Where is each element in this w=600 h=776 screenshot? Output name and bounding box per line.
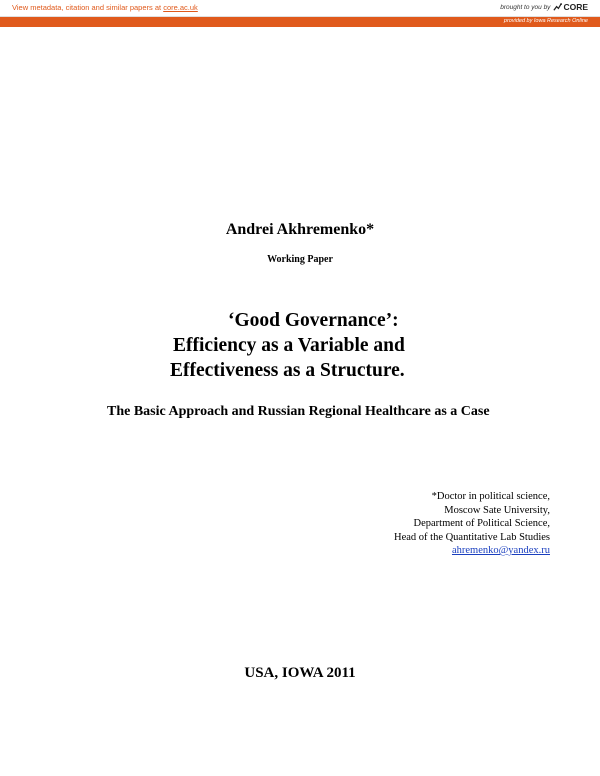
title-line-3: Effectiveness as a Structure. bbox=[170, 360, 405, 381]
affiliation-line: Moscow Sate University, bbox=[444, 504, 550, 516]
affiliation-line: Head of the Quantitative Lab Studies bbox=[394, 531, 550, 543]
paper-type: Working Paper bbox=[267, 254, 333, 265]
author-name: Andrei Akhremenko* bbox=[225, 221, 375, 238]
core-logo-icon bbox=[553, 3, 562, 12]
affiliation-line: Department of Political Science, bbox=[413, 518, 550, 529]
core-metadata-line bbox=[12, 3, 198, 12]
affiliation-line: *Doctor in political science, bbox=[431, 491, 550, 502]
place-year: USA, IOWA 2011 bbox=[244, 665, 356, 681]
subtitle: The Basic Approach and Russian Regional Healthcare as a Case bbox=[107, 404, 490, 419]
provided-by-text[interactable]: provided by Iowa Research Online bbox=[503, 18, 588, 24]
brought-to-you-text: brought to you by bbox=[500, 3, 551, 11]
core-view-text: View metadata, citation and similar papers at bbox=[12, 3, 164, 12]
title-line-1: ‘Good Governance’: bbox=[228, 310, 399, 331]
core-provided-bar bbox=[0, 17, 600, 27]
core-brought-by[interactable] bbox=[500, 2, 588, 12]
core-logo[interactable] bbox=[553, 2, 588, 12]
core-label: CORE bbox=[563, 2, 588, 12]
author-affiliation bbox=[394, 490, 550, 558]
title-line-2: Efficiency as a Variable and bbox=[173, 335, 405, 356]
email-link[interactable]: ahremenko@yandex.ru bbox=[451, 545, 550, 556]
core-top-bar bbox=[0, 0, 600, 17]
core-ac-uk-link[interactable]: core.ac.uk bbox=[163, 3, 198, 12]
